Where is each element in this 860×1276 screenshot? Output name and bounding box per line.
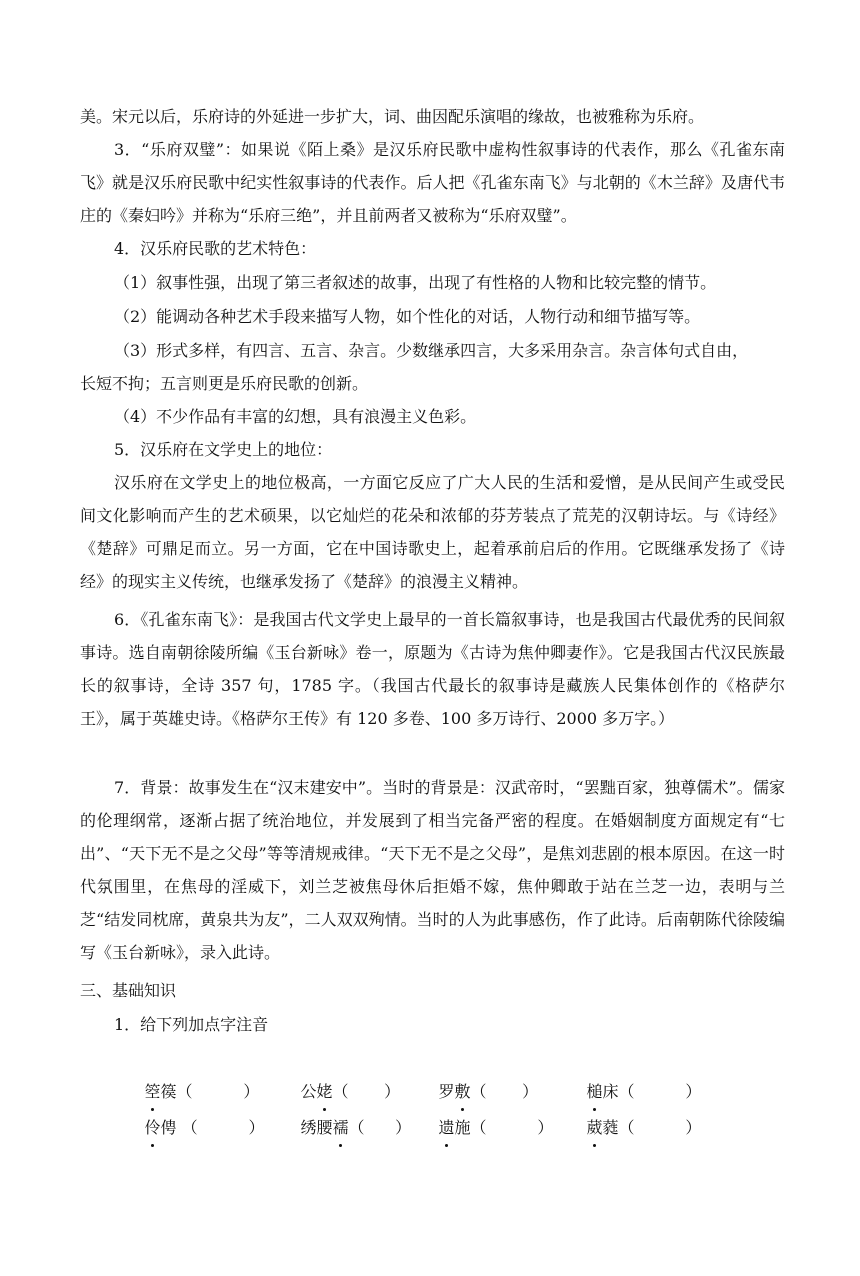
paragraph-background: 7．背景：故事发生在“汉末建安中”。当时的背景是：汉武帝时，“罢黜百家，独尊儒术”。儒家的伦理纲常，逐渐占据了统治地位，并发展到了相当完备严密的程度。在婚姻制度方面规定有“七出”、“天下无不是之父母”等等清规戒律。“天下无不是之父母”，是焦刘悲剧的根本原因。在这一时代氛围里，在焦母的淫威下，刘兰芝被焦母休后拒婚不嫁，焦仲卿敢于站在兰芝一边，表明与兰芝“结发同枕席，黄泉共为友”，二人双双殉情。当时的人为此事感伤，作了此诗。后南朝陈代徐陵编写《玉台新咏》，录入此诗。 <box>80 778 785 962</box>
section-heading-basics: 三、基础知识 <box>80 981 177 1000</box>
phonetic-item-weishi[interactable]: 遗施（ ） <box>408 1078 553 1177</box>
phonetic-item-chuichuang[interactable]: 槌床（ ） <box>556 1042 701 1141</box>
phonetic-item-lingping[interactable]: 伶俜 （ ） <box>114 1078 264 1177</box>
phonetic-item-weirui[interactable]: 葳蕤（ ） <box>556 1078 701 1177</box>
heading-literary-status: 5．汉乐府在文学史上的地位： <box>114 440 333 459</box>
list-item-feature-2: （2）能调动各种艺术手段来描写人物，如个性化的对话，人物行动和细节描写等。 <box>114 307 701 326</box>
list-item-feature-3-line2: 长短不拘；五言则更是乐府民歌的创新。 <box>80 374 369 393</box>
list-item-feature-3 <box>80 334 785 400</box>
dotted-char: 襦 <box>333 1111 349 1144</box>
paragraph-yuefu-shuangbi: 3．“乐府双璧”：如果说《陌上桑》是汉乐府民歌中虚构性叙事诗的代表作，那么《孔雀东南飞》就是汉乐府民歌中纪实性叙事诗的代表作。后人把《孔雀东南飞》与北朝的《木兰辞》及唐代韦庄的《秦妇吟》并称为“乐府三绝”，并且前两者又被称为“乐府双璧”。 <box>80 140 785 225</box>
dotted-char: 遗 <box>439 1111 455 1144</box>
heading-art-features: 4．汉乐府民歌的艺术特色： <box>114 239 317 258</box>
phonetic-item-konghou[interactable]: 箜篌（ ） <box>114 1042 259 1141</box>
dotted-char: 槌 <box>587 1075 603 1108</box>
dotted-char: 伶 <box>145 1111 161 1144</box>
phonetic-row-1 <box>114 1042 702 1101</box>
paragraph-literary-status: 汉乐府在文学史上的地位极高，一方面它反应了广大人民的生活和爱憎，是从民间产生或受民间文化影响而产生的艺术硕果，以它灿烂的花朵和浓郁的芬芳装点了荒芜的汉朝诗坛。与《诗经》《楚辞》可鼎足而立。另一方面，它在中国诗歌史上，起着承前启后的作用。它既继承发扬了《诗经》的现实主义传统，也继承发扬了《楚辞》的浪漫主义精神。 <box>80 473 785 591</box>
phonetic-item-gongmu[interactable]: 公姥（ ） <box>270 1042 400 1141</box>
dotted-char: 葳 <box>587 1111 603 1144</box>
paragraph-kongque: 6．《孔雀东南飞》：是我国古代文学史上最早的一首长篇叙事诗，也是我国古代最优秀的民间叙事诗。选自南朝徐陵所编《玉台新咏》卷一，原题为《古诗为焦仲卿妻作》。它是我国古代汉民族最长的叙事诗，全诗 357 句，1785 字。（我国古代最长的叙事诗是藏族人民集体创作的《格萨尔王》，属于英雄史诗。《格萨尔王传》有 120 多卷、100 多万诗行、2000 多万字。） <box>80 610 785 728</box>
phonetic-item-luofu[interactable]: 罗敷（ ） <box>408 1042 538 1141</box>
list-item-feature-1: （1）叙事性强，出现了第三者叙述的故事，出现了有性格的人物和比较完整的情节。 <box>114 273 717 292</box>
dotted-char: 敷 <box>455 1075 471 1108</box>
phonetic-item-xiuyaoru[interactable]: 绣腰襦（ ） <box>270 1078 411 1177</box>
list-item-feature-4: （4）不少作品有丰富的幻想，具有浪漫主义色彩。 <box>114 407 477 426</box>
dotted-char: 姥 <box>317 1075 333 1108</box>
paragraph-yuefu-extension: 美。宋元以后，乐府诗的外延进一步扩大，词、曲因配乐演唱的缘故，也被雅称为乐府。 <box>80 107 705 126</box>
question-heading-phonetics: 1．给下列加点字注音 <box>114 1015 269 1034</box>
list-item-feature-3-line1: （3）形式多样，有四言、五言、杂言。少数继承四言，大多采用杂言。杂言体句式自由， <box>114 341 749 360</box>
dotted-char: 箜 <box>145 1075 161 1108</box>
